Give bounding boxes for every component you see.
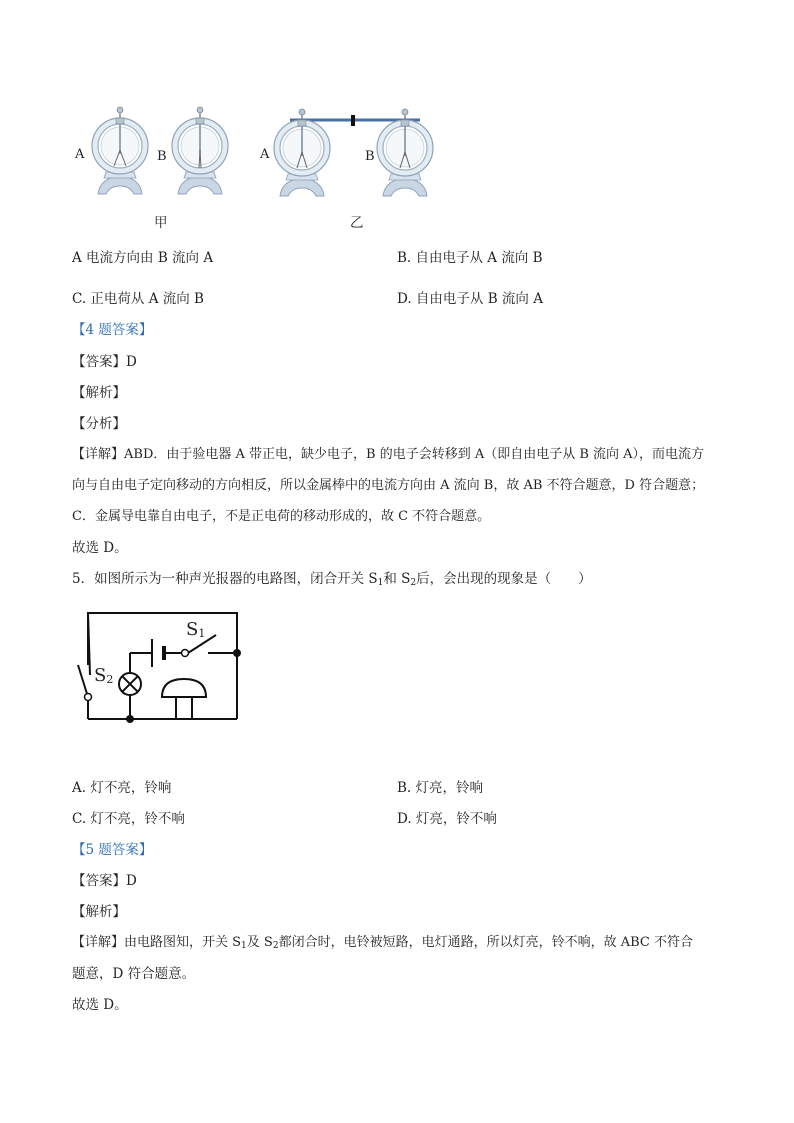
label-a-yi: A [260, 147, 270, 162]
q5-option-c: C. 灯不亮，铃不响 [72, 811, 185, 827]
q5-answer: 【答案】D [72, 873, 137, 889]
q4-option-d: D. 自由电子从 B 流向 A [397, 291, 543, 307]
q4-detail-line1: 【详解】ABD．由于验电器 A 带正电，缺少电子，B 的电子会转移到 A（即自由电子从 B 流向 A），而电流方 [72, 447, 705, 462]
q4-answer: 【答案】D [72, 354, 137, 370]
label-b-jia: B [157, 149, 167, 164]
q4-analysis-tag: 【解析】 [72, 385, 126, 401]
label-a-jia: A [75, 147, 85, 162]
q5-detail-line2: 题意，D 符合题意。 [72, 966, 196, 982]
circuit-label-s2: $S_2$ [94, 665, 114, 686]
circuit-label-s1: $S_1$ [186, 619, 206, 640]
q5-conclusion: 故选 D。 [72, 997, 128, 1013]
q5-option-b: B. 灯亮，铃响 [397, 780, 484, 796]
q5-option-d: D. 灯亮，铃不响 [397, 811, 497, 827]
q4-option-b: B. 自由电子从 A 流向 B [397, 250, 543, 266]
label-b-yi: B [365, 149, 375, 164]
q4-detail-line2: 向与自由电子定向移动的方向相反，所以金属棒中的电流方向由 A 流向 B，故 AB 不符合题意，D 符合题意； [72, 478, 705, 493]
q5-option-a: A. 灯不亮，铃响 [72, 780, 172, 796]
q5-analysis-tag: 【解析】 [72, 904, 126, 920]
q5-stem: 5．如图所示为一种声光报器的电路图，闭合开关 $S_1$和 $S_2$后，会出现的现象是（ ） [72, 571, 592, 588]
q4-answer-tag: 【4 题答案】 [72, 322, 153, 338]
q4-conclusion: 故选 D。 [72, 540, 128, 556]
electroscope-figure [70, 100, 450, 240]
q5-detail-line1: 【详解】由电路图知，开关 $S_1$及 $S_2$都闭合时，电铃被短路，电灯通路，所以灯亮，铃不响，故 ABC 不符合 [72, 935, 693, 951]
q4-detail-line3: C．金属导电靠自由电子，不是正电荷的移动形成的，故 C 不符合题意。 [72, 509, 491, 524]
caption-jia: 甲 [154, 215, 168, 231]
q4-fenxi-tag: 【分析】 [72, 416, 126, 432]
q4-option-c: C. 正电荷从 A 流向 B [72, 291, 204, 307]
caption-yi: 乙 [350, 215, 364, 231]
q4-option-a: A 电流方向由 B 流向 A [72, 250, 214, 266]
q5-answer-tag: 【5 题答案】 [72, 842, 153, 858]
